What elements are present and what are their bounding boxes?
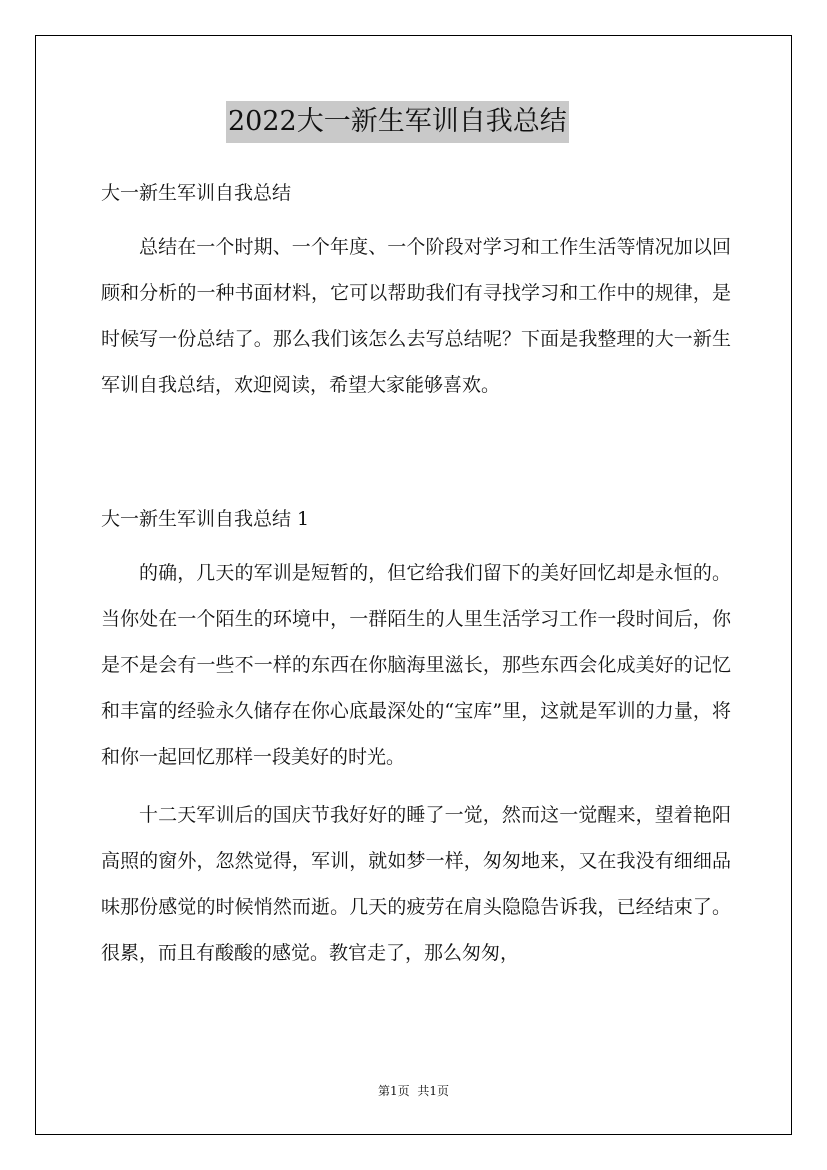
body-paragraph-2: 十二天军训后的国庆节我好好的睡了一觉，然而这一觉醒来，望着艳阳高照的窗外，忽然觉得，军训，就如梦一样，匆匆地来，又在我没有细细品味那份感觉的时候悄然而逝。几天的疲劳在肩头隐隐告诉我，已经结束了。很累，而且有酸酸的感觉。教官走了，那么匆匆， (101, 804, 731, 964)
page-footer (0, 1083, 827, 1099)
intro-paragraph: 总结在一个时期、一个年度、一个阶段对学习和工作生活等情况加以回顾和分析的一种书面材料，它可以帮助我们有寻找学习和工作中的规律，是时候写一份总结了。那么我们该怎么去写总结呢？下面是我整理的大一新生军训自我总结，欢迎阅读，希望大家能够喜欢。 (101, 236, 731, 396)
page-number-total: 共1页 (417, 1084, 449, 1098)
body-paragraph-1: 的确，几天的军训是短暂的，但它给我们留下的美好回忆却是永恒的。当你处在一个陌生的环境中，一群陌生的人里生活学习工作一段时间后，你是不是会有一些不一样的东西在你脑海里滋长，那些东西会化成美好的记忆和丰富的经验永久储存在你心底最深处的“宝库”里，这就是军训的力量，将和你一起回忆那样一段美好的时光。 (101, 562, 731, 768)
document-title: 2022大一新生军训自我总结 (226, 101, 569, 143)
section-body (101, 550, 731, 976)
intro-section (101, 224, 731, 408)
intro-heading: 大一新生军训自我总结 (101, 182, 292, 204)
page-number-current: 第1页 (378, 1084, 410, 1098)
section-heading: 大一新生军训自我总结 1 (101, 508, 310, 530)
